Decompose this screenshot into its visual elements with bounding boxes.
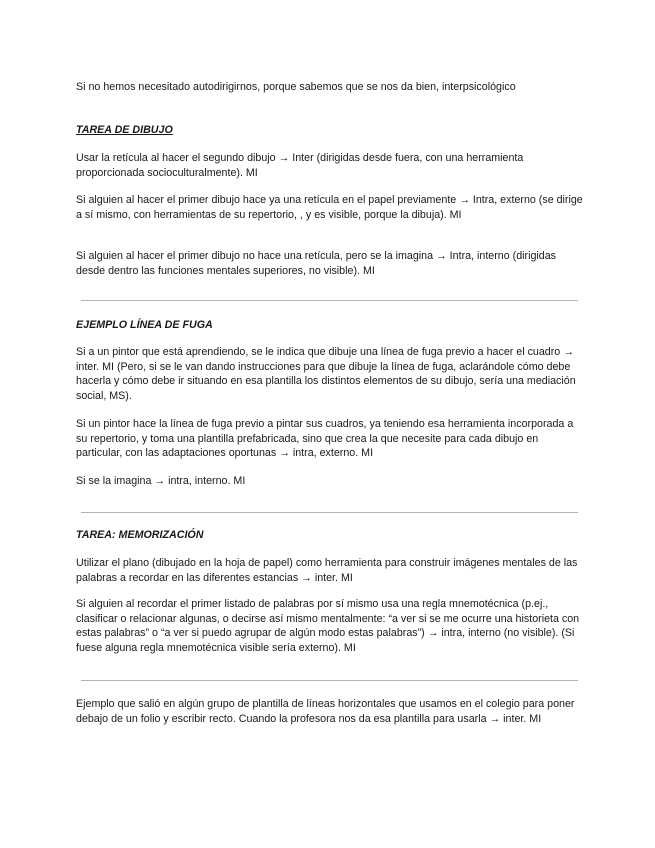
section-divider [81,300,578,301]
intro-paragraph: Si no hemos necesitado autodirigirnos, porque sabemos que se nos da bien, interpsicológico [76,81,516,93]
memorizacion-paragraph-2: Si alguien al recordar el primer listado de palabras por sí mismo usa una regla mnemotécnica (p.ej., clasificar o relacionar algunas, o decirse así mismo mentalmente: “a ver si se me ocurre una historieta con estas palabras” o “a ver si puedo agrupar de algún modo estas palabras”) → intra, interno (no visible). (Si fuese alguna regla mnemotécnica visible sería externo). MI [76,598,580,654]
section-divider [81,512,578,513]
dibujo-paragraph-1: Usar la retícula al hacer el segundo dibujo → Inter (dirigidas desde fuera, con una herramienta proporcionada socioculturalmente). MI [76,152,524,179]
fuga-paragraph-1: Si a un pintor que está aprendiendo, se le indica que dibuje una línea de fuga previo a hacer el cuadro → inter. MI (Pero, si se le van dando instrucciones para que dibuje la línea de fuga, aclarándole cómo debe hacerla y cómo debe ir situando en esa plantilla los distintos elementos de su dibujo, sería una mediación social, MS). [76,346,576,402]
section-divider [81,680,578,681]
memorizacion-paragraph-1: Utilizar el plano (dibujado en la hoja de papel) como herramienta para construir imágenes mentales de las palabras a recordar en las diferentes estancias → inter. MI [76,557,578,584]
fuga-paragraph-3: Si se la imagina → intra, interno. MI [76,475,246,487]
fuga-paragraph-2: Si un pintor hace la línea de fuga previo a pintar sus cuadros, ya teniendo esa herramienta incorporada a su repertorio, y toma una plantilla prefabricada, sino que crea la que necesite para cada dibujo en particular, con las adaptaciones oportunas → intra, externo. MI [76,418,574,460]
section-heading-dibujo: TAREA DE DIBUJO [76,124,173,136]
dibujo-paragraph-2: Si alguien al hacer el primer dibujo hace ya una retícula en el papel previamente → Intra, externo (se dirige a sí mismo, con herramientas de su repertorio, , y es visible, porque la dibuja). MI [76,194,583,221]
ejemplo-paragraph: Ejemplo que salió en algún grupo de plantilla de líneas horizontales que usamos en el colegio para poner debajo de un folio y escribir recto. Cuando la profesora nos da esa plantilla para usarla → inter. MI [76,698,575,725]
dibujo-paragraph-3: Si alguien al hacer el primer dibujo no hace una retícula, pero se la imagina → Intra, interno (dirigidas desde dentro las funciones mentales superiores, no visible). MI [76,250,557,277]
section-heading-memorizacion: TAREA: MEMORIZACIÓN [76,529,204,541]
section-heading-fuga: EJEMPLO LÍNEA DE FUGA [76,319,213,331]
